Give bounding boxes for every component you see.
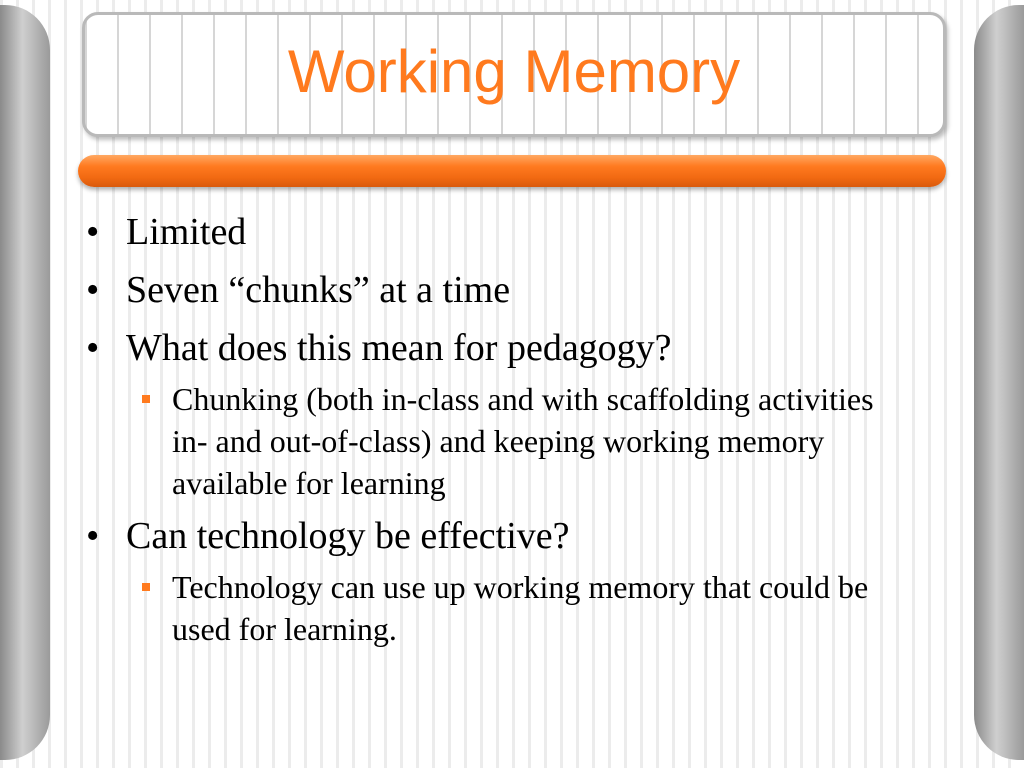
title-frame [82, 12, 946, 137]
square-bullet-icon [142, 583, 150, 591]
bullet-item [84, 514, 904, 558]
bullet-dot-icon: • [86, 515, 100, 557]
bullet-item [84, 210, 904, 254]
bullet-text: Seven “chunks” at a time [126, 269, 511, 311]
sub-bullet-item [84, 566, 904, 650]
slide-title: Working Memory [287, 38, 741, 105]
sub-bullet-text: Technology can use up working memory that could be used for learning. [172, 569, 869, 647]
bullet-text: Can technology be effective? [126, 515, 570, 557]
bullet-dot-icon: • [86, 269, 100, 311]
sub-bullet-item [84, 378, 904, 504]
left-side-panel [0, 5, 50, 760]
bullet-item [84, 326, 904, 370]
bullet-dot-icon: • [86, 327, 100, 369]
slide-content [84, 210, 904, 660]
right-side-panel [974, 5, 1024, 760]
bullet-item [84, 268, 904, 312]
title-underline-bar [78, 155, 946, 187]
sub-bullet-text: Chunking (both in-class and with scaffolding activities in- and out-of-class) and keeping working memory available for learning [172, 381, 874, 501]
bullet-text: What does this mean for pedagogy? [126, 327, 672, 369]
square-bullet-icon [142, 395, 150, 403]
bullet-dot-icon: • [86, 211, 100, 253]
bullet-text: Limited [126, 211, 247, 253]
